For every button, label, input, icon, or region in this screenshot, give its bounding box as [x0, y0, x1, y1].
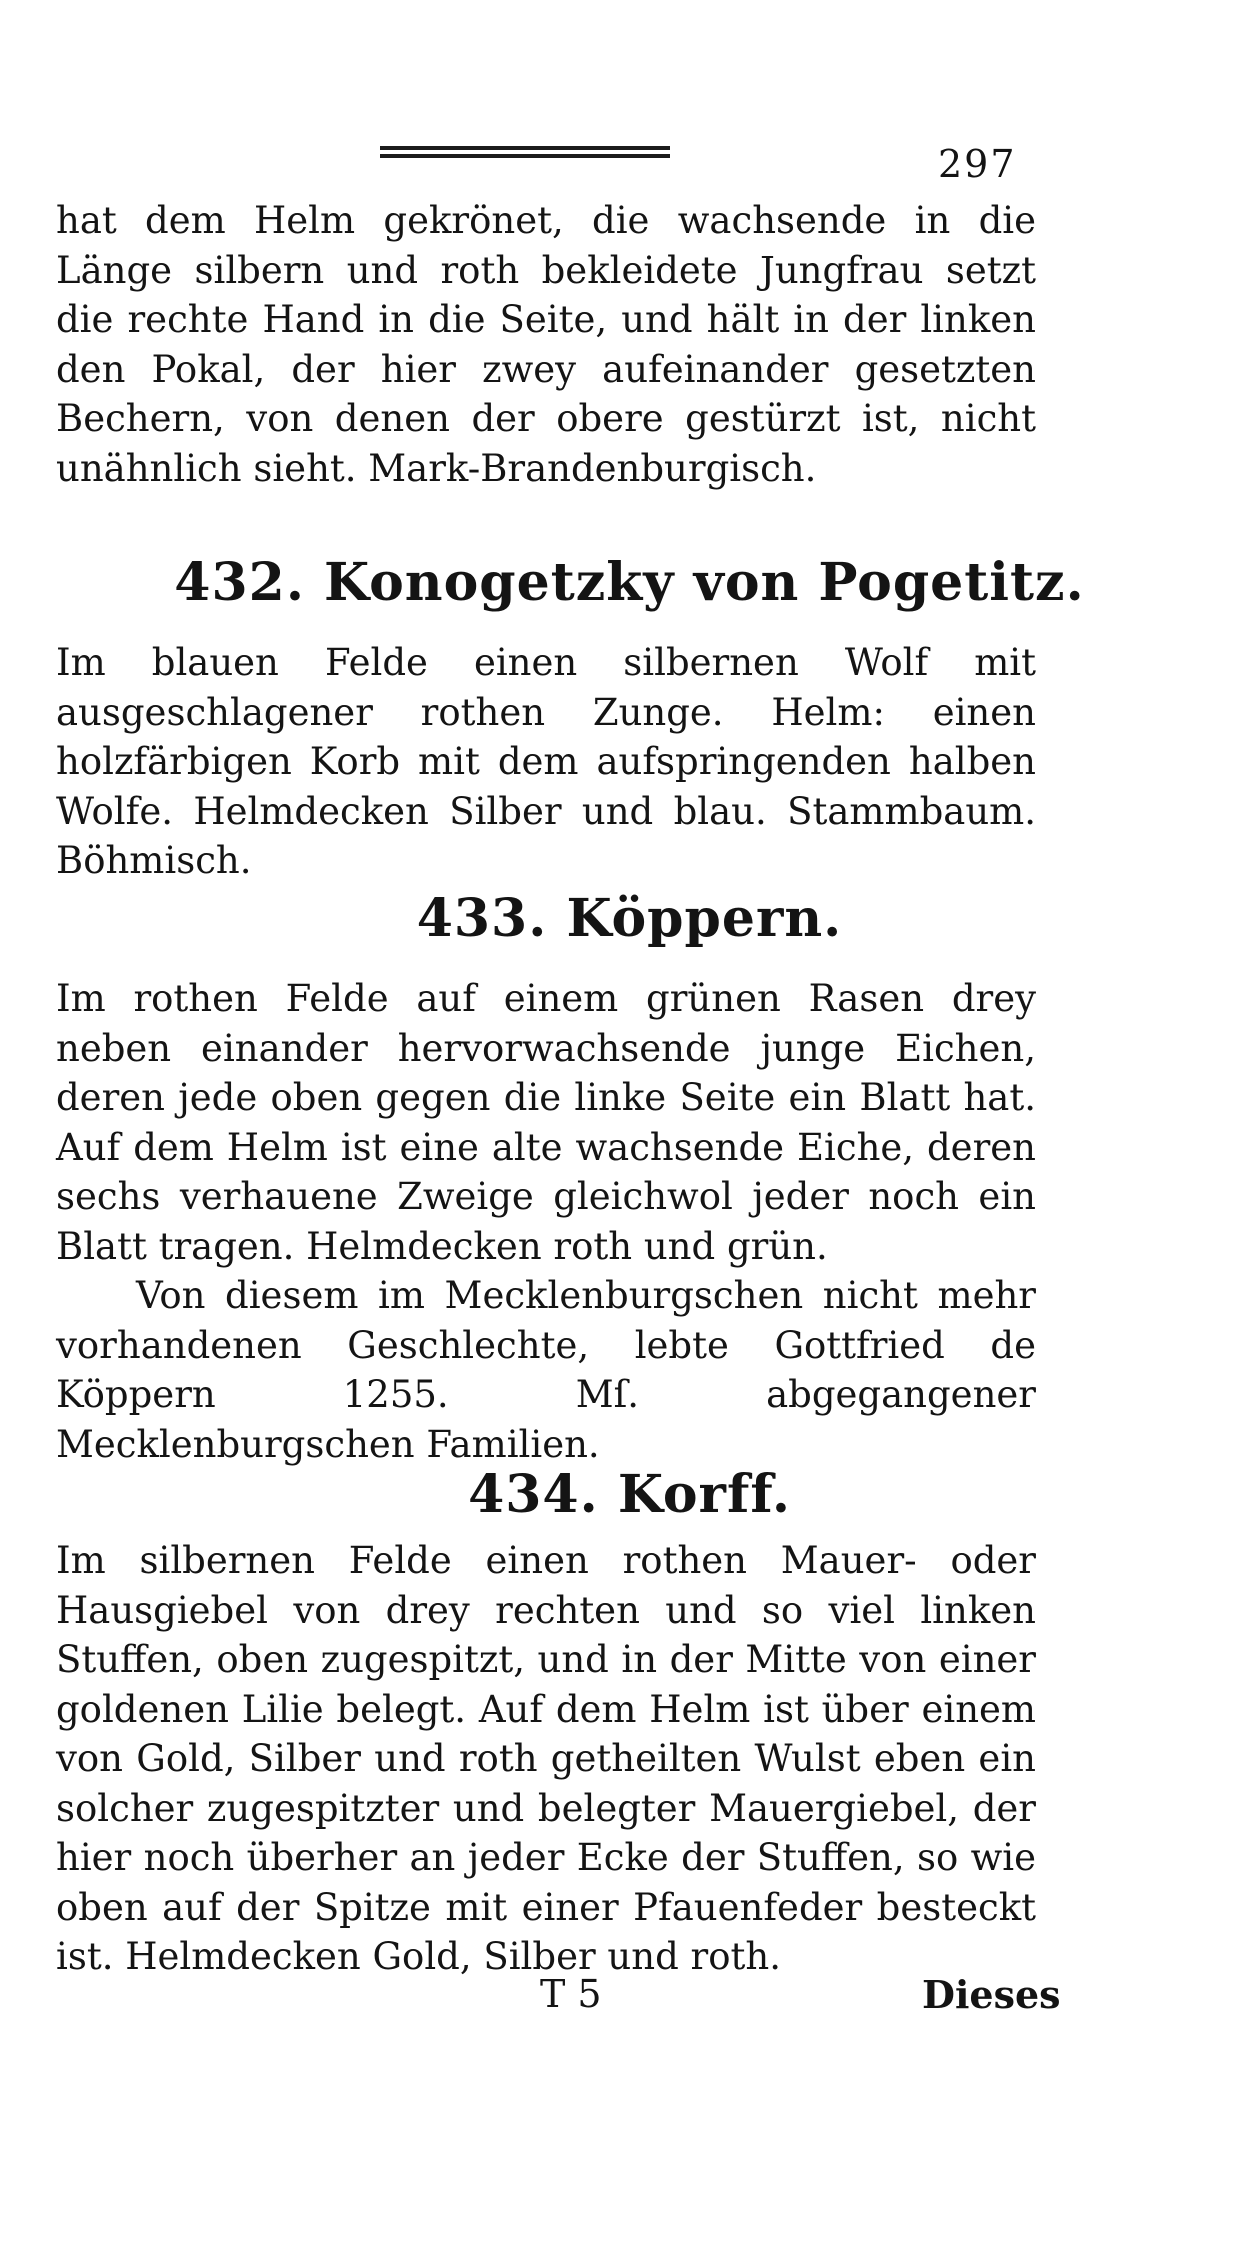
paragraph: Im rothen Felde auf einem grünen Rasen drey neben einander hervorwachsende junge Eichen, deren jede oben gegen die linke Seite ein Blatt hat. Auf dem Helm ist eine alte wachsende Eiche, deren sechs verhauene Zweige gleichwol jeder noch ein Blatt tragen. Helmdecken roth und grün. — [56, 977, 1036, 1268]
page-footer — [0, 1972, 1259, 2032]
paragraph: hat dem Helm gekrönet, die wachsende in die Länge silbern und roth bekleidete Jungfrau setzt die rechte Hand in die Seite, und hält in der linken den Pokal, der hier zwey aufeinander gesetzten Bechern, von denen der obere gestürzt ist, nicht unähnlich sieht. Mark-Brandenburgisch. — [56, 199, 1036, 490]
page-number: 297 — [938, 142, 1017, 186]
entry-body-433 — [56, 974, 1036, 1469]
continuation-text — [56, 196, 1036, 493]
entry-heading-432: 432. Konogetzky von Pogetitz. — [174, 552, 1085, 613]
paragraph: Im blauen Felde einen silbernen Wolf mit ausgeschlagener rothen Zunge. Helm: einen holzfärbigen Korb mit dem aufspringenden halben Wolfe. Helmdecken Silber und blau. Stammbaum. Böhmisch. — [56, 641, 1036, 882]
header-rule — [380, 146, 670, 160]
entry-heading-433: 433. Köppern. — [416, 888, 843, 949]
entry-body-434 — [56, 1536, 1036, 1982]
paragraph: Im silbernen Felde einen rothen Mauer- oder Hausgiebel von drey rechten und so viel linken Stuffen, oben zugespitzt, und in der Mitte von einer goldenen Lilie belegt. Auf dem Helm ist über einem von Gold, Silber und roth getheilten Wulst eben ein solcher zugespitzter und belegter Mauergiebel, der hier noch überher an jeder Ecke der Stuffen, so wie oben auf der Spitze mit einer Pfauenfeder besteckt ist. Helmdecken Gold, Silber und roth. — [56, 1539, 1036, 1978]
catchword: Dieses — [922, 1972, 1061, 2017]
paragraph: Von diesem im Mecklenburgschen nicht mehr vorhandenen Geschlechte, lebte Gottfried de Köppern 1255. Mſ. abgegangener Mecklenburgschen Familien. — [56, 1274, 1036, 1466]
entry-body-432 — [56, 638, 1036, 886]
entry-heading-434: 434. Korff. — [468, 1464, 791, 1525]
signature-mark: T 5 — [540, 1972, 602, 2016]
